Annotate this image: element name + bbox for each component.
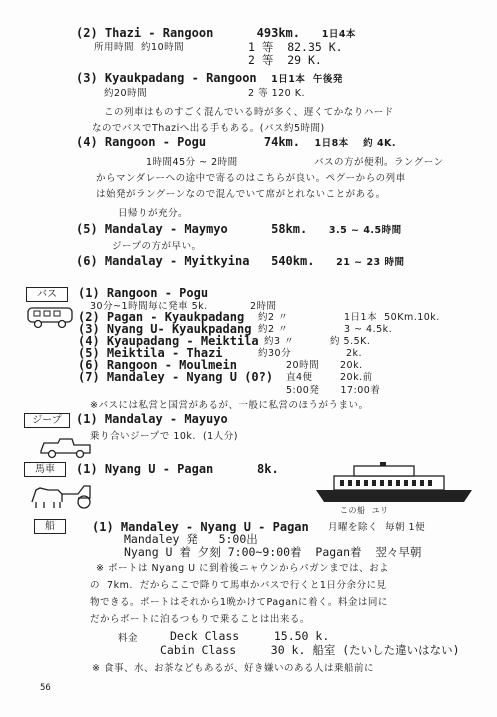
- boat-note-2: の 7km. だからここで降りて馬車かバスで行くと1日分余分に見: [90, 580, 387, 591]
- train-row-4: (4) Rangoon - Pogu 74km. 1日8本 約 4K.: [76, 135, 397, 149]
- section-label-bus: バス: [26, 287, 68, 302]
- boat-note-3: 物できる。ボートはそれから1晩かけてPaganに着く。料金は同に: [90, 597, 388, 608]
- section-label-horse-cart: 馬車: [24, 462, 66, 477]
- bus-row-6-time: 20時間: [286, 360, 320, 371]
- boat-fare-cabin: Cabin Class 30 k. 船室 (たいした違いはない): [160, 643, 460, 657]
- bus-row-1-note: 30分~1時間毎に発車 5k. 2時間: [90, 301, 277, 312]
- train-row-2-fare2: 2 等 29 K.: [248, 53, 322, 67]
- jeep-row-1: (1) Mandalay - Mayuyo: [76, 412, 228, 426]
- train-note-4: は始発がラングーンなので混んでいて席がとれないことがある。: [96, 189, 386, 200]
- bus-icon: [26, 304, 76, 330]
- train-note-1: この列車はものすごく混んでいる時が多く、遅くてかなりハード: [104, 107, 394, 118]
- horse-row-1: (1) Nyang U - Pagan: [76, 462, 214, 476]
- train-row-3-time: 約20時間: [104, 88, 148, 99]
- boat-frequency: 月曜を除く 毎朝 1便: [328, 522, 426, 533]
- bus-row-2-fare: 1日1本 50Km.10k.: [344, 312, 440, 323]
- boat-fare-deck: Deck Class 15.50 k.: [170, 629, 330, 643]
- boat-caption: この船 ユリ: [340, 506, 389, 515]
- horse-cart-icon: [28, 480, 98, 510]
- train-row-2: (2) Thazi - Rangoon 493km. 1日4本: [76, 26, 356, 40]
- bus-row-7: (7) Mandaley - Nyang U (0?): [78, 370, 274, 384]
- boat-row-1: (1) Mandaley - Nyang U - Pagan: [92, 520, 309, 534]
- horse-fare: 8k.: [257, 462, 279, 476]
- boat-fares-label: 料金: [118, 633, 139, 644]
- bus-row-5-time: 約30分: [258, 348, 292, 359]
- train-row-4-note: バスの方が便利。ラングーン: [314, 157, 444, 168]
- section-label-boat: 船: [34, 519, 66, 534]
- bus-row-4: (4) Kyaupadang - Meiktila: [78, 334, 259, 348]
- page-number: 56: [40, 683, 51, 693]
- train-row-6: (6) Mandalay - Myitkyina 540km. 21 ~ 23 時間: [76, 254, 405, 268]
- train-note-6: ジープの方が早い。: [112, 241, 202, 252]
- bus-row-6-fare: 20k.: [340, 360, 363, 371]
- bus-row-4-time: 約3 〃: [264, 336, 295, 347]
- boat-note-1: ※ ボートは Nyang U に到着後ニャウンからパガンまでは、およ: [96, 563, 390, 574]
- train-row-2-fare1: 1 等 82.35 K.: [248, 40, 343, 54]
- boat-arrive-time: Nyang U 着 夕刻 7:00~9:00着 Pagan着 翌々早朝: [124, 545, 422, 559]
- bus-row-4-fare: 約 5.5K.: [330, 336, 371, 347]
- bus-row-3: (3) Nyang U- Kyaukpadang: [78, 322, 252, 336]
- boat-note-last: ※ 食事、水、お茶などもあるが、好き嫌いのある人は乗船前に: [92, 663, 374, 674]
- bus-row-3-time: 約2 〃: [258, 324, 289, 335]
- train-row-5: (5) Mandalay - Maymyo 58km. 3.5 ~ 4.5時間: [76, 222, 402, 236]
- bus-row-5: (5) Meiktila - Thazi: [78, 346, 223, 360]
- train-note-2: なのでバスでThaziへ出る手もある。(バス約5時間): [92, 123, 325, 134]
- train-row-3-fare: 2 等 120 K.: [248, 88, 305, 99]
- boat-note-4: だからボートに泊るつもりで乗ることは出来る。: [90, 614, 310, 625]
- bus-row-1: (1) Rangoon - Pogu: [78, 286, 209, 300]
- jeep-icon: [38, 437, 94, 459]
- train-row-3: (3) Kyaukpadang - Rangoon 1日1本 午後発: [76, 71, 343, 85]
- train-note-5: 日帰りが充分。: [118, 208, 189, 219]
- bus-times: 5:00発 17:00着: [286, 385, 381, 396]
- bus-note: ※バスには私営と国営があるが、一般に私営のほうがうまい。: [90, 400, 369, 411]
- bus-row-6: (6) Rangoon - Moulmein: [78, 358, 237, 372]
- ferry-boat-illustration: [314, 462, 476, 504]
- section-label-jeep: ジープ: [24, 413, 70, 428]
- bus-row-5-fare: 2k.: [346, 348, 363, 359]
- bus-row-7-fare: 20k.前: [340, 372, 373, 383]
- train-note-3: からマンダレーへの途中で寄るのはこちらが良い。ペグーからの列車: [96, 173, 406, 184]
- train-row-2-time: 所用時間 約10時間: [94, 42, 185, 53]
- jeep-note: 乗り合いジープで 10k. (1人分): [90, 431, 238, 442]
- bus-row-2: (2) Pagan - Kyaukpadang: [78, 310, 245, 324]
- bus-row-7-time: 直4便: [286, 372, 313, 383]
- bus-row-2-time: 約2 〃: [258, 312, 289, 323]
- bus-row-3-fare: 3 ~ 4.5k.: [344, 324, 393, 335]
- boat-depart-time: Mandaley 発 5:00出: [124, 532, 258, 546]
- train-row-4-time: 1時間45分 ~ 2時間: [146, 157, 238, 168]
